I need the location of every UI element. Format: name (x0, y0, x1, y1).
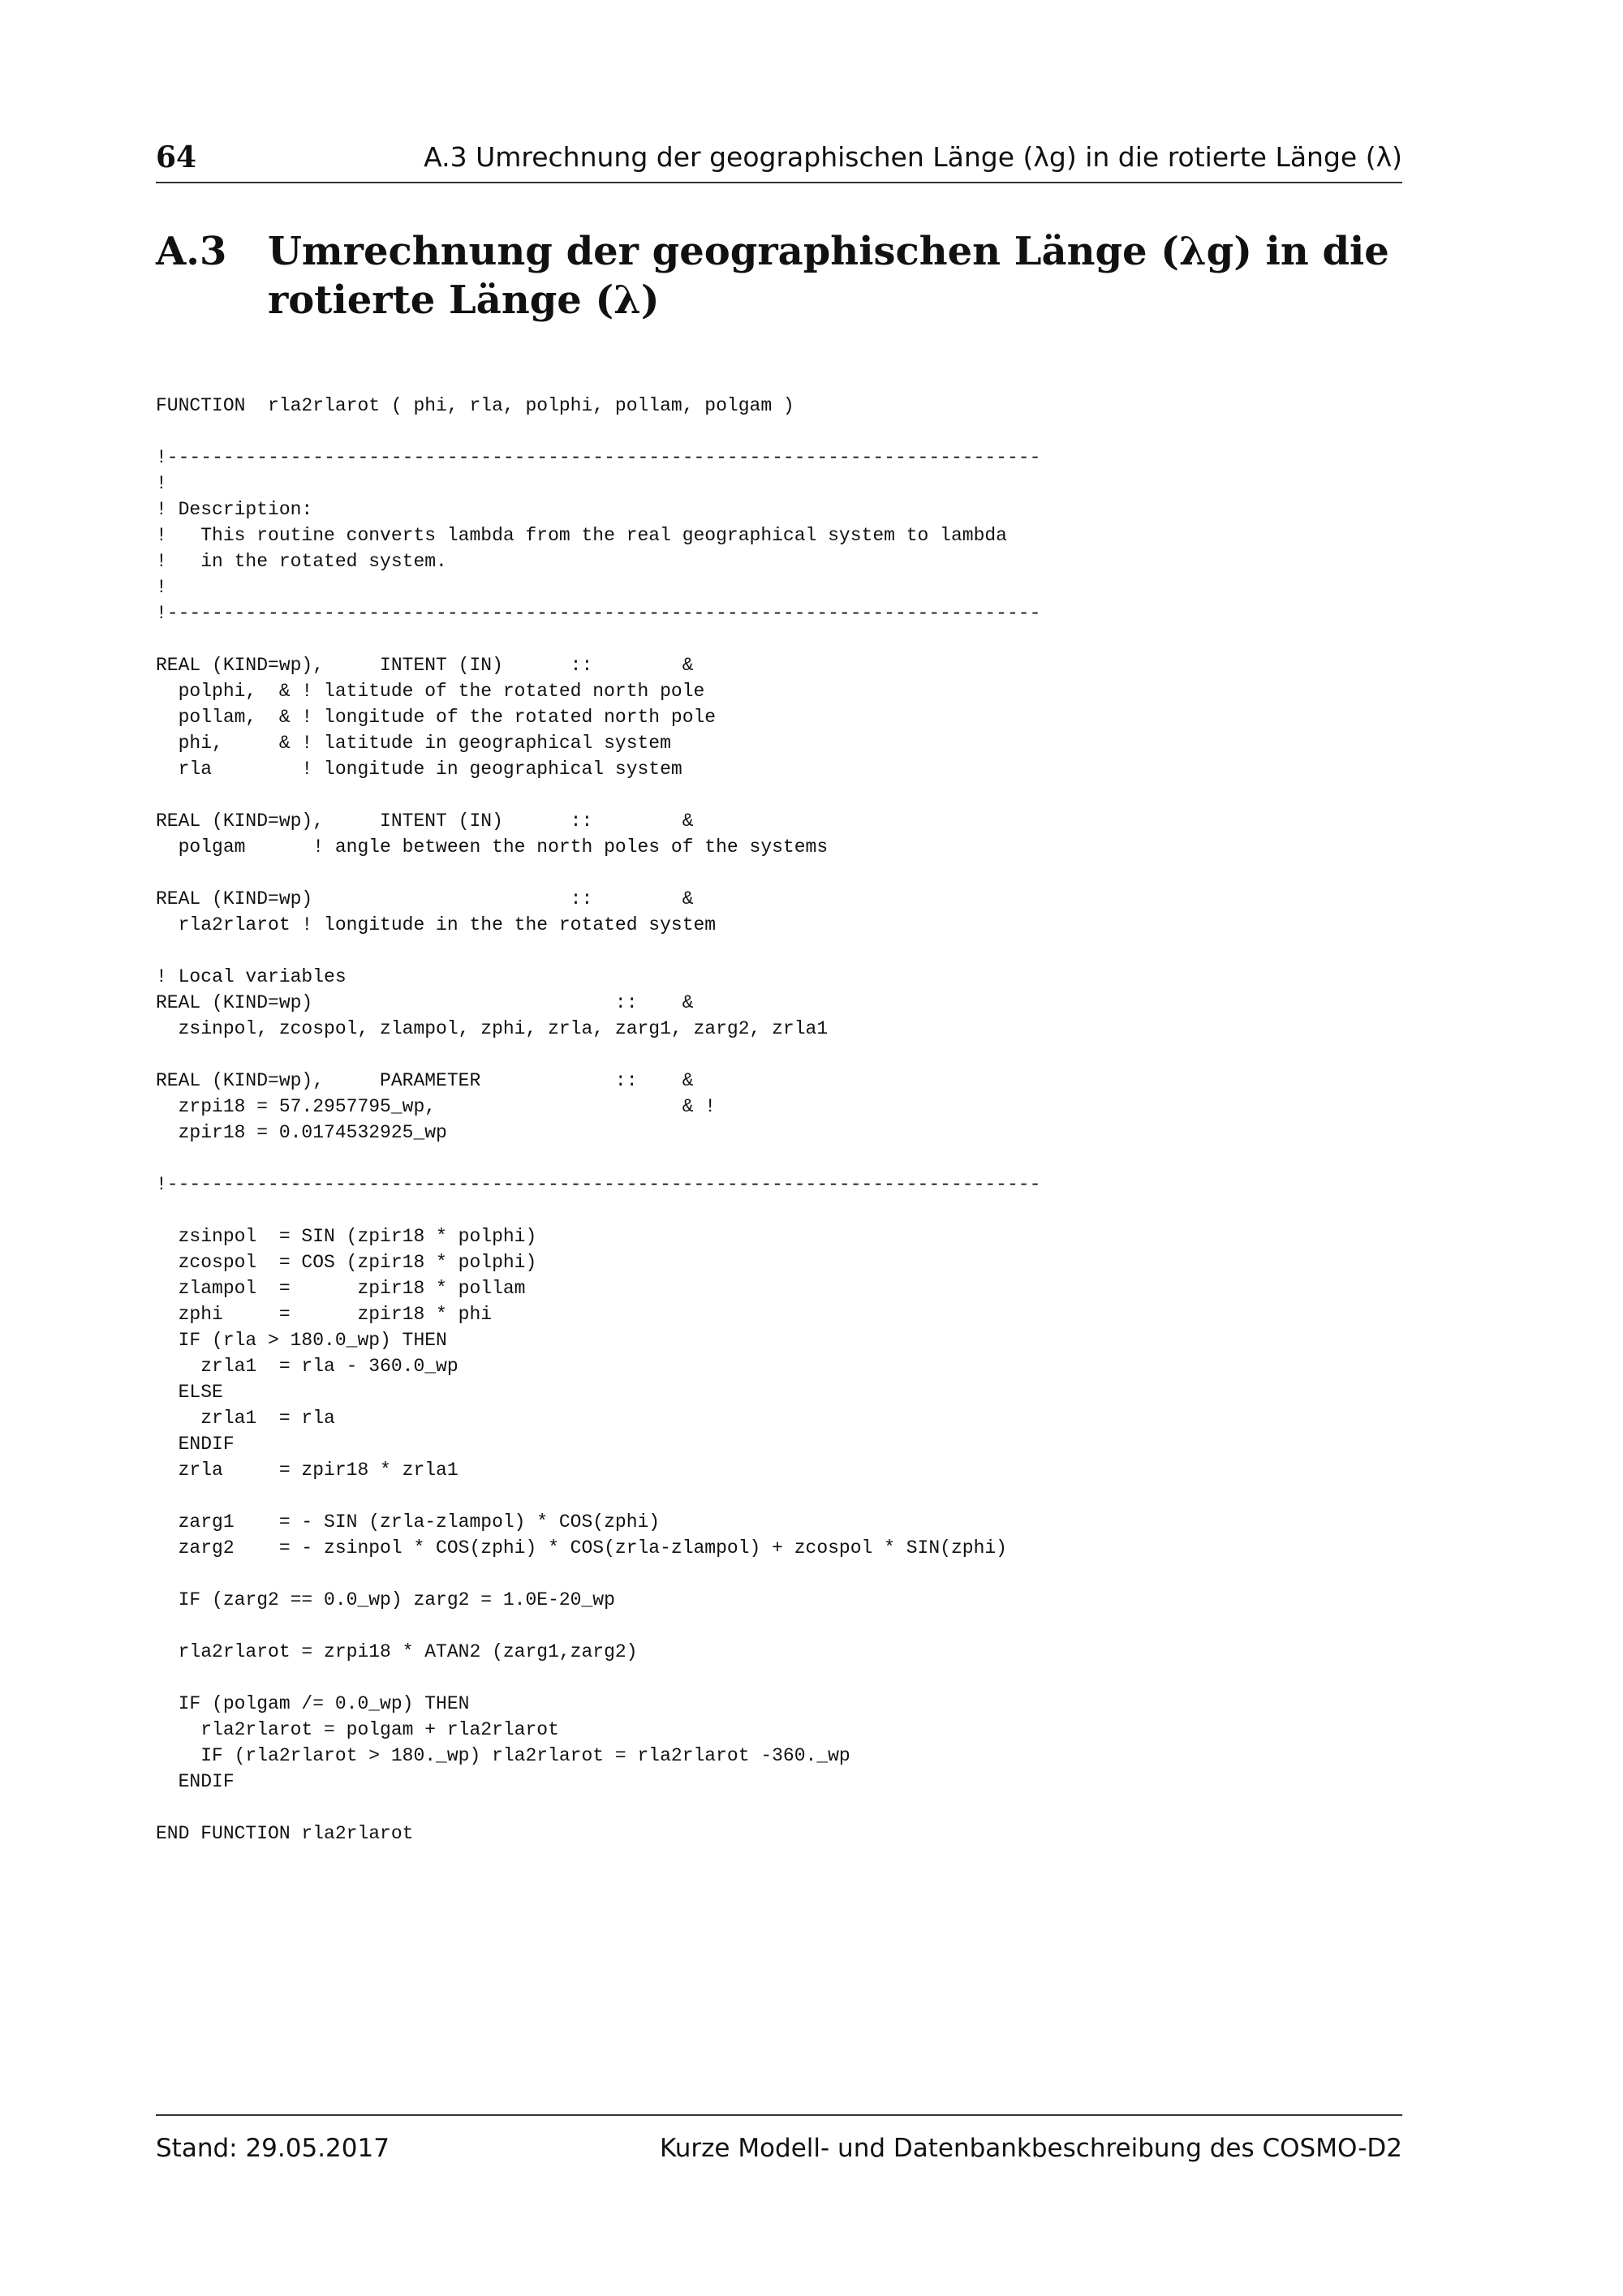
code-line: zpir18 = 0.0174532925_wp (156, 1122, 447, 1143)
code-line: IF (polgam /= 0.0_wp) THEN (156, 1693, 470, 1714)
page-number: 64 (156, 140, 197, 174)
code-line: zphi = zpir18 * phi (156, 1304, 493, 1325)
code-line: REAL (KIND=wp) :: & (156, 888, 694, 909)
code-line: polgam ! angle between the north poles of the systems (156, 836, 829, 858)
code-line (156, 1483, 1402, 1509)
code-line: ! Description: (156, 499, 313, 520)
code-line: rla2rlarot = polgam + rla2rlarot (156, 1719, 559, 1740)
code-line: REAL (KIND=wp), INTENT (IN) :: & (156, 810, 694, 832)
code-line: zcospol = COS (zpir18 * polphi) (156, 1252, 537, 1273)
code-line (156, 1146, 1402, 1172)
code-line: ! Local variables (156, 966, 347, 987)
code-line: IF (zarg2 == 0.0_wp) zarg2 = 1.0E-20_wp (156, 1589, 615, 1610)
code-line (156, 1197, 1402, 1223)
code-line: END FUNCTION rla2rlarot (156, 1823, 414, 1844)
code-line (156, 1795, 1402, 1821)
code-line: zrpi18 = 57.2957795_wp, & ! (156, 1096, 717, 1117)
code-line: zrla1 = rla - 360.0_wp (156, 1356, 458, 1377)
code-line: zsinpol = SIN (zpir18 * polphi) (156, 1226, 537, 1247)
code-line: ENDIF (156, 1771, 235, 1792)
code-line (156, 626, 1402, 652)
page-footer (156, 2114, 1402, 2165)
code-line: pollam, & ! longitude of the rotated north pole (156, 707, 717, 728)
code-line (156, 1561, 1402, 1587)
code-line: ! This routine converts lambda from the real geographical system to lambda (156, 525, 1007, 546)
code-line: phi, & ! latitude in geographical system (156, 733, 671, 754)
code-line: !------------------------------------------------------------------------------ (156, 1174, 1041, 1195)
code-line: ENDIF (156, 1434, 235, 1455)
code-line: rla2rlarot = zrpi18 * ATAN2 (zarg1,zarg2) (156, 1641, 638, 1662)
code-line (156, 938, 1402, 964)
code-line: zarg2 = - zsinpol * COS(zphi) * COS(zrla-zlampol) + zcospol * SIN(zphi) (156, 1537, 1007, 1559)
code-line: REAL (KIND=wp), INTENT (IN) :: & (156, 655, 694, 676)
code-line: rla ! longitude in geographical system (156, 759, 682, 780)
code-line (156, 860, 1402, 886)
code-line: ! (156, 577, 167, 598)
code-line (156, 782, 1402, 808)
code-line (156, 1665, 1402, 1691)
code-line (156, 419, 1402, 445)
code-line: !------------------------------------------------------------------------------ (156, 603, 1041, 624)
footer-date: Stand: 29.05.2017 (156, 2134, 390, 2163)
code-line: IF (rla > 180.0_wp) THEN (156, 1330, 447, 1351)
code-line: !------------------------------------------------------------------------------ (156, 447, 1041, 468)
code-line (156, 1613, 1402, 1639)
code-line: zrla = zpir18 * zrla1 (156, 1460, 458, 1481)
code-line: IF (rla2rlarot > 180._wp) rla2rlarot = rla2rlarot -360._wp (156, 1745, 850, 1766)
code-line (156, 1042, 1402, 1068)
code-line: zrla1 = rla (156, 1408, 335, 1429)
code-line: ! (156, 473, 167, 494)
code-line: zsinpol, zcospol, zlampol, zphi, zrla, zarg1, zarg2, zrla1 (156, 1018, 829, 1039)
running-header (156, 140, 1402, 183)
code-line: ! in the rotated system. (156, 551, 447, 572)
code-line: ELSE (156, 1382, 223, 1403)
section-number: A.3 (156, 229, 227, 274)
code-line: FUNCTION rla2rlarot ( phi, rla, polphi, pollam, polgam ) (156, 395, 794, 416)
code-line: rla2rlarot ! longitude in the the rotated system (156, 914, 717, 935)
footer-document-title: Kurze Modell- und Datenbankbeschreibung des COSMO-D2 (659, 2134, 1402, 2163)
code-line: zarg1 = - SIN (zrla-zlampol) * COS(zphi) (156, 1511, 661, 1533)
code-listing (156, 393, 1402, 1847)
code-line: zlampol = zpir18 * pollam (156, 1278, 526, 1299)
code-line: REAL (KIND=wp) :: & (156, 992, 694, 1013)
section-title: Umrechnung der geographischen Länge (λg) in die rotierte Länge (λ) (268, 229, 1389, 323)
code-line: REAL (KIND=wp), PARAMETER :: & (156, 1070, 694, 1091)
running-title: A.3 Umrechnung der geographischen Länge (λg) in die rotierte Länge (λ) (424, 141, 1402, 173)
code-line: polphi, & ! latitude of the rotated north pole (156, 681, 705, 702)
